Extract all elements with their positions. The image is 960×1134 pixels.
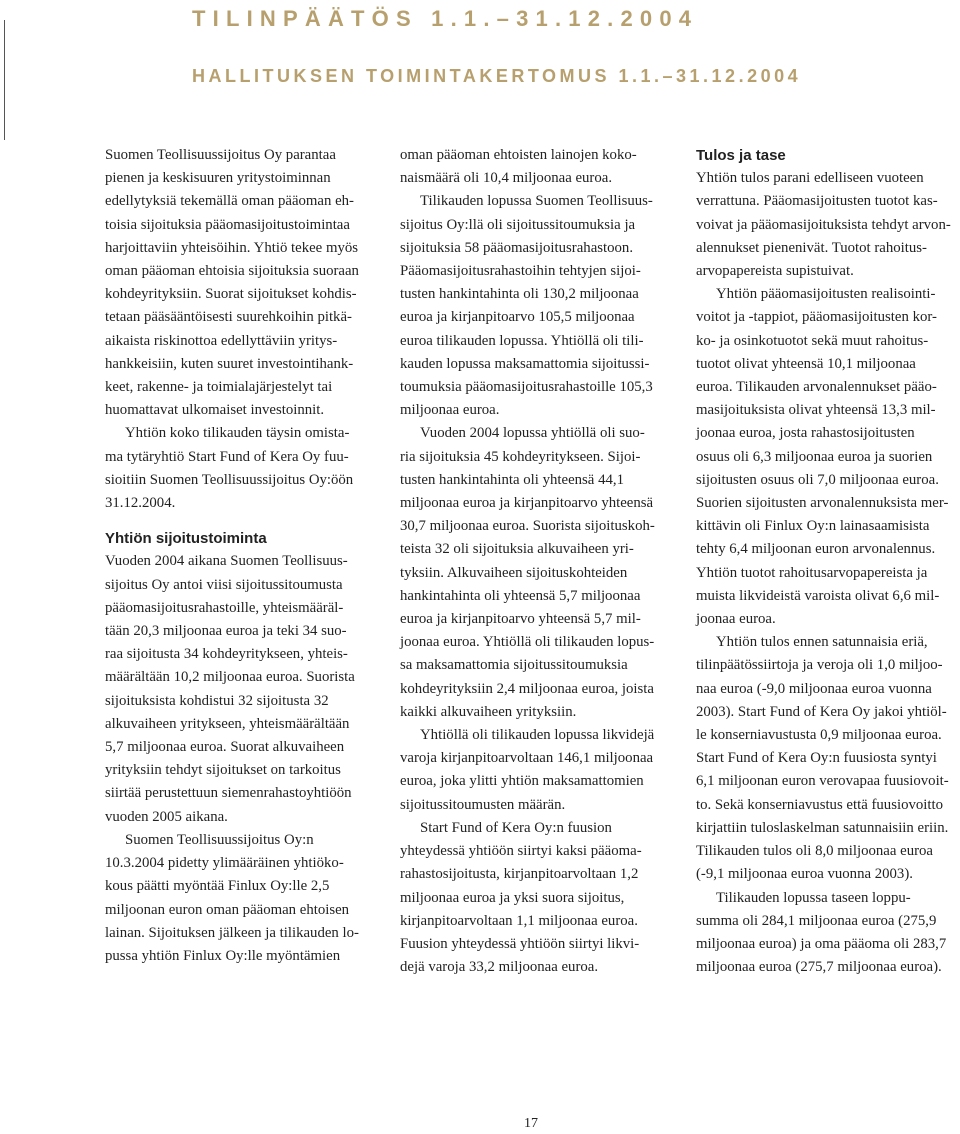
margin-rule (4, 20, 5, 140)
text-line: 30,7 miljoonaa euroa. Suorista sijoituskoh- (400, 518, 655, 535)
text-line: toisia sijoituksia pääomasijoitustoimintaa (105, 216, 350, 233)
text-line: muista likvideistä varoista olivat 6,6 mil- (696, 587, 940, 604)
text-line: voitot ja -tappiot, pääomasijoitusten kor- (696, 309, 937, 326)
text-line: Start Fund of Kera Oy:n fuusiosta syntyi (696, 750, 937, 767)
text-line: joonaa euroa. Yhtiöllä oli tilikauden lopus- (400, 634, 655, 651)
text-line: hankkeisiin, kuten suuret investointihank- (105, 355, 354, 372)
text-line: tusten hankintahinta oli 130,2 miljoonaa (400, 286, 639, 303)
text-line: Yhtiön pääomasijoitusten realisointi- (716, 286, 936, 303)
text-line: edellytyksiä tekemällä oman pääoman eh- (105, 193, 354, 210)
text-line: yrityksiin tehdyt sijoitukset on tarkoitus (105, 762, 341, 779)
text-line: tusten hankintahinta oli yhteensä 44,1 (400, 471, 624, 488)
text-line: tuotot olivat yhteensä 10,1 miljoonaa (696, 355, 916, 372)
text-line: kirjattiin tuloslaskelman satunnaisiin eriin. (696, 819, 949, 836)
text-line: kous päätti myöntää Finlux Oy:lle 2,5 (105, 878, 330, 895)
text-line: Yhtiön koko tilikauden täysin omista- (125, 425, 350, 442)
text-line: oman pääoman ehtoisia sijoituksia suoraan (105, 263, 359, 280)
text-line: osuus oli 6,3 miljoonaa euroa ja suorien (696, 448, 933, 465)
text-line: miljoonaa euroa (275,7 miljoonaa euroa). (696, 959, 942, 976)
text-line: siirtää perustettuun siemenrahastoyhtiöön (105, 785, 352, 802)
text-line: kohdeyrityksiin 2,4 miljoonaa euroa, joista (400, 680, 654, 697)
text-line: sijoitussitoumusten määrän. (400, 796, 566, 813)
text-line: 10.3.2004 pidetty ylimääräinen yhtiöko- (105, 855, 344, 872)
section-heading: Yhtiön sijoitustoiminta (105, 530, 267, 548)
text-line: ma tytäryhtiö Start Fund of Kera Oy fuu- (105, 448, 349, 465)
text-line: euroa, joka ylitti yhtiön maksamattomien (400, 773, 644, 790)
text-line: Suomen Teollisuussijoitus Oy:n (125, 831, 314, 848)
text-line: tilinpäätössiirtoja ja veroja oli 1,0 miljoo- (696, 657, 943, 674)
text-line: le konserniavustusta 0,9 miljoonaa euroa. (696, 727, 942, 744)
text-line: kohdeyrityksiin. Suorat sijoitukset kohdis- (105, 286, 357, 303)
text-line: euroa ja kirjanpitoarvo yhteensä 5,7 mil- (400, 611, 641, 628)
text-line: yhteydessä yhtiöön siirtyi kaksi pääoma- (400, 843, 642, 860)
text-line: voivat ja pääomasijoituksista tehdyt arvon- (696, 216, 951, 233)
text-line: naismäärä oli 10,4 miljoonaa euroa. (400, 170, 613, 187)
text-line: vuoden 2005 aikana. (105, 808, 228, 825)
text-line: Tilikauden lopussa taseen loppu- (716, 889, 911, 906)
text-line: tehty 6,4 miljoonan euron arvonalennus. (696, 541, 936, 558)
text-line: Yhtiön tulos ennen satunnaisia eriä, (716, 634, 928, 651)
text-line: Start Fund of Kera Oy:n fuusion (420, 819, 612, 836)
text-line: summa oli 284,1 miljoonaa euroa (275,9 (696, 912, 937, 929)
text-line: to. Sekä konserniavustus että fuusiovoitto (696, 796, 943, 813)
text-line: Pääomasijoitusrahastoihin tehtyjen sijoi- (400, 263, 641, 280)
text-line: sijoituksista kohdistui 32 sijoitusta 32 (105, 692, 329, 709)
text-line: ko- ja osinkotuotot sekä muut rahoitus- (696, 332, 929, 349)
text-line: miljoonaa euroa ja kirjanpitoarvo yhteensä (400, 495, 654, 512)
text-line: masijoituksista olivat yhteensä 13,3 mil- (696, 402, 936, 419)
text-line: lainan. Sijoituksen jälkeen ja tilikauden lo- (105, 924, 359, 941)
text-line: miljoonaa euroa ja yksi suora sijoitus, (400, 889, 625, 906)
text-line: sijoitus Oy:llä oli sijoitussitoumuksia ja (400, 216, 636, 233)
text-line: varoja kirjanpitoarvoltaan 146,1 miljoonaa (400, 750, 654, 767)
text-line: naa euroa (-9,0 miljoonaa euroa vuonna (696, 680, 932, 697)
text-line: euroa tilikauden lopussa. Yhtiöllä oli tili- (400, 332, 644, 349)
text-line: sijoituksia 58 pääomasijoitusrahastoon. (400, 239, 634, 256)
document-title: TILINPÄÄTÖS 1.1.–31.12.2004 (192, 6, 699, 31)
text-line: tetaan pääsääntöisesti suurehkoihin pitkä- (105, 309, 352, 326)
text-column-3 (696, 144, 960, 979)
text-line: rahastosijoitusta, kirjanpitoarvoltaan 1,2 (400, 866, 639, 883)
text-line: oman pääoman ehtoisten lainojen koko- (400, 147, 637, 163)
text-line: kirjanpitoarvoltaan 1,1 miljoonaa euroa. (400, 912, 638, 929)
text-line: verrattuna. Pääomasijoitusten tuotot kas- (696, 193, 938, 210)
text-line: harjoittaviin yhteisöihin. Yhtiö tekee myös (105, 239, 359, 256)
text-line: sioitiin Suomen Teollisuussijoitus Oy:öön (105, 471, 354, 488)
text-line: pussa yhtiön Finlux Oy:lle myöntämien (105, 947, 341, 964)
text-line: 31.12.2004. (105, 495, 176, 512)
text-line: euroa ja kirjanpitoarvo 105,5 miljoonaa (400, 309, 635, 326)
text-line: alennukset pienenivät. Tuotot rahoitus- (696, 239, 927, 256)
text-line: tään 20,3 miljoonaa euroa ja teki 34 suo- (105, 623, 347, 640)
text-line: keet, rakenne- ja toimialajärjestelyt tai (105, 379, 333, 396)
text-line: miljoonan euron oman pääoman ehtoisen (105, 901, 350, 918)
text-line: euroa. Tilikauden arvonalennukset pääo- (696, 379, 937, 396)
text-line: joonaa euroa. (696, 611, 776, 628)
text-line: aikaista riskinottoa edellyttäviin yritys- (105, 332, 338, 349)
text-line: Tilikauden lopussa Suomen Teollisuus- (420, 193, 653, 210)
text-line: pienen ja keskisuuren yritystoiminnan (105, 170, 331, 187)
text-line: Vuoden 2004 lopussa yhtiöllä oli suo- (420, 425, 645, 442)
text-line: Suorien sijoitusten arvonalennuksista mer- (696, 495, 949, 512)
text-column-1 (105, 144, 373, 968)
text-line: sa maksamattomia sijoitussitoumuksia (400, 657, 628, 674)
text-line: miljoonaa euroa) ja oma pääoma oli 283,7 (696, 935, 947, 952)
text-line: tyksiin. Alkuvaiheen sijoituskohteiden (400, 564, 628, 581)
text-line: Fuusion yhteydessä yhtiöön siirtyi likvi- (400, 935, 640, 952)
section-title: HALLITUKSEN TOIMINTAKERTOMUS 1.1.–31.12.2004 (192, 66, 802, 86)
text-line: Yhtiön tulos parani edelliseen vuoteen (696, 170, 924, 187)
text-line: Suomen Teollisuussijoitus Oy parantaa (105, 147, 336, 163)
text-line: joonaa euroa, josta rahastosijoitusten (696, 425, 915, 442)
text-column-2 (400, 144, 668, 979)
text-line: dejä varoja 33,2 miljoonaa euroa. (400, 959, 599, 976)
text-line: määrältään 10,2 miljoonaa euroa. Suorista (105, 669, 355, 686)
text-line: toumuksia pääomasijoitusrahastoille 105,3 (400, 379, 653, 396)
section-heading: Tulos ja tase (696, 147, 786, 164)
text-line: (-9,1 miljoonaa euroa vuonna 2003). (696, 866, 913, 883)
text-line: alkuvaiheen yritykseen, yhteismäärältään (105, 715, 350, 732)
text-line: ria sijoituksia 45 kohdeyritykseen. Sijoi- (400, 448, 641, 465)
text-line: huomattavat ulkomaiset investoinnit. (105, 402, 325, 419)
text-line: kaikki alkuvaiheen yrityksiin. (400, 703, 577, 720)
text-line: 2003). Start Fund of Kera Oy jakoi yhtiöl- (696, 703, 947, 720)
text-line: teista 32 oli sijoituksia alkuvaiheen yri- (400, 541, 634, 558)
text-line: 6,1 miljoonan euron verovapaa fuusiovoit- (696, 773, 949, 790)
text-line: hankintahinta oli yhteensä 5,7 miljoonaa (400, 587, 641, 604)
text-line: arvopapereista supistuivat. (696, 263, 854, 280)
text-line: Tilikauden tulos oli 8,0 miljoonaa euroa (696, 843, 934, 860)
text-line: sijoitusten osuus oli 7,0 miljoonaa euroa. (696, 471, 939, 488)
text-line: Yhtiön tuotot rahoitusarvopapereista ja (696, 564, 928, 581)
text-line: Vuoden 2004 aikana Suomen Teollisuus- (105, 553, 348, 570)
page-number: 17 (524, 1116, 538, 1131)
text-line: 5,7 miljoonaa euroa. Suorat alkuvaiheen (105, 739, 345, 756)
text-line: raa sijoitusta 34 kohdeyritykseen, yhteis- (105, 646, 348, 663)
text-line: miljoonaa euroa. (400, 402, 500, 419)
text-line: Yhtiöllä oli tilikauden lopussa likvidejä (420, 727, 655, 744)
text-line: sijoitus Oy antoi viisi sijoitussitoumusta (105, 576, 343, 593)
text-line: kauden lopussa maksamattomia sijoitussi- (400, 355, 650, 372)
text-line: kittävin oli Finlux Oy:n lainasaamisista (696, 518, 930, 535)
text-line: pääomasijoitusrahastoille, yhteismääräl- (105, 599, 344, 616)
